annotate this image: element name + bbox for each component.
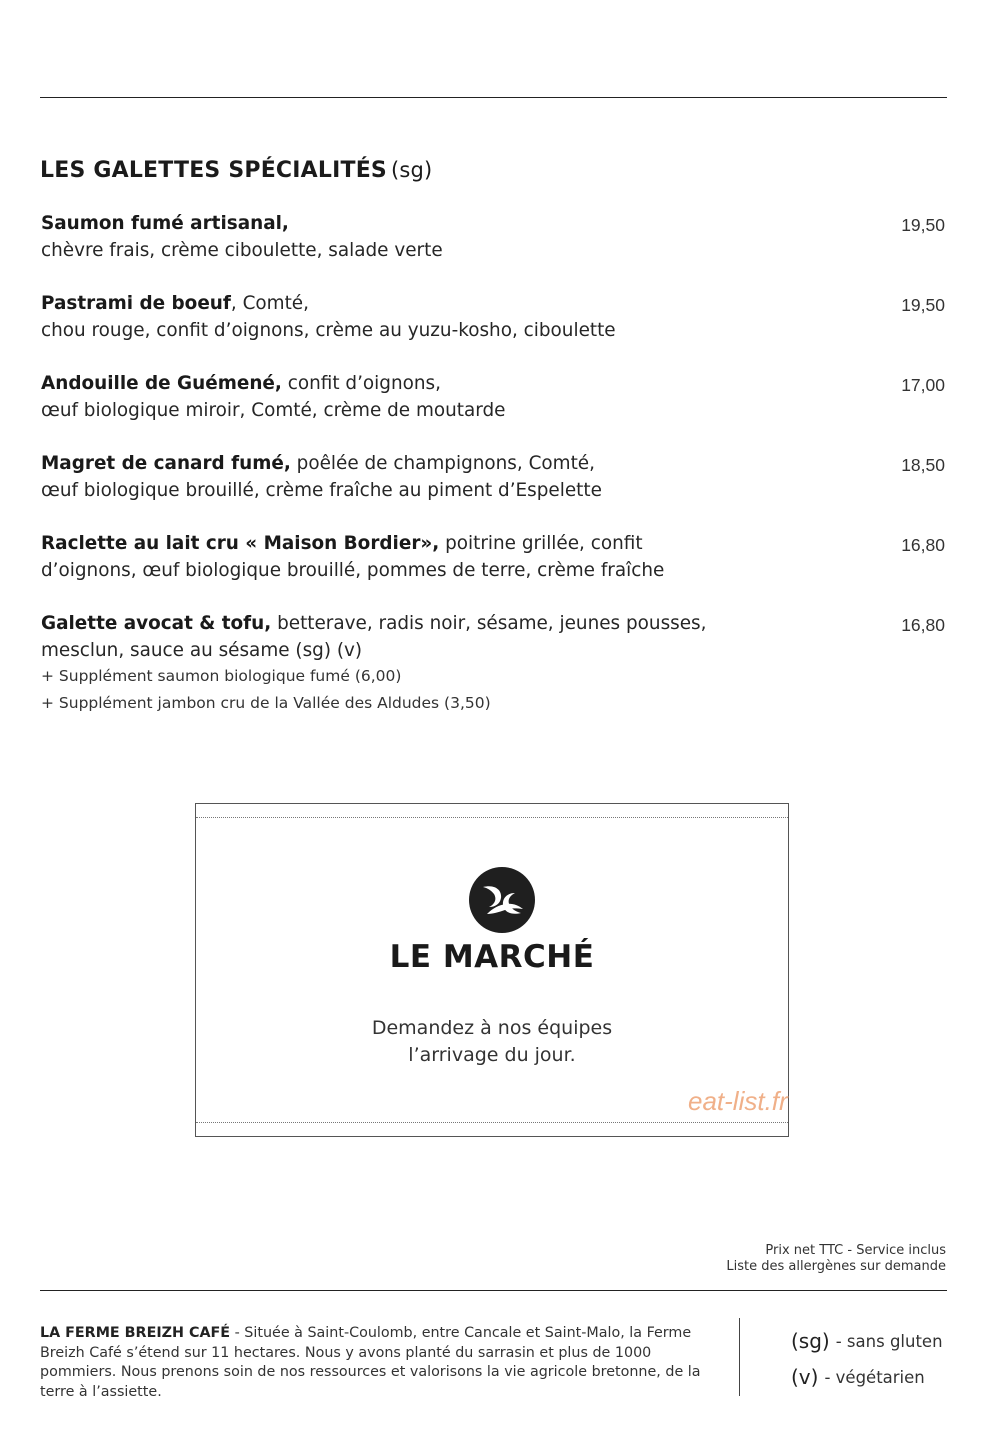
menu-item-line2: chèvre frais, crème ciboulette, salade verte [41, 239, 443, 261]
section-title-text: LES GALETTES SPÉCIALITÉS [40, 158, 387, 183]
menu-item-line2: œuf biologique brouillé, crème fraîche au piment d’Espelette [41, 479, 602, 501]
menu-item-price: 19,50 [901, 295, 945, 315]
menu-item-price: 16,80 [901, 535, 945, 555]
menu-item-name: Pastrami de boeuf [41, 293, 231, 314]
legend-label: - sans gluten [835, 1331, 943, 1351]
menu-item [41, 451, 945, 504]
supplement-item: + Supplément jambon cru de la Vallée des Aldudes (3,50) [41, 694, 491, 712]
about-text [40, 1324, 720, 1402]
legend-divider [739, 1318, 740, 1396]
menu-item [41, 211, 945, 264]
supplement-item: + Supplément saumon biologique fumé (6,00) [41, 667, 402, 685]
watermark: eat-list.fr [688, 1086, 788, 1116]
swallow-logo-icon [469, 867, 535, 933]
le-marche-line2: l’arrivage du jour. [408, 1044, 576, 1066]
legend-code: (sg) [791, 1329, 830, 1353]
le-marche-title: LE MARCHÉ [389, 939, 595, 975]
legend-label: - végétarien [824, 1367, 925, 1387]
menu-item-name: Raclette au lait cru « Maison Bordier», [41, 533, 440, 554]
menu-list [41, 211, 945, 744]
menu-item-price: 19,50 [901, 215, 945, 235]
le-marche-line1: Demandez à nos équipes [371, 1017, 613, 1039]
legend-item-sans-gluten [791, 1323, 943, 1359]
legend-item-vegetarien [791, 1359, 943, 1395]
menu-item [41, 531, 945, 584]
price-note-line2: Liste des allergènes sur demande [726, 1259, 946, 1274]
menu-item-line1: poitrine grillée, confit [439, 533, 643, 554]
footer-divider [40, 1290, 947, 1291]
menu-item-description [41, 611, 801, 664]
price-note-line1: Prix net TTC - Service inclus [765, 1243, 946, 1258]
price-notes [726, 1243, 946, 1275]
menu-item-description [41, 451, 801, 504]
top-divider [40, 97, 947, 98]
menu-item-description [41, 211, 801, 264]
about-body: - Située à Saint-Coulomb, entre Cancale et Saint-Malo, la Ferme Breizh Café s’étend sur 11 hectares. Nous y avons planté du sarrasin et plus de 1000 pommiers. Nous prenons soin de nos ressources et valorisons la vie agricole bretonne, de la terre à l’assiette. [40, 1325, 701, 1400]
menu-item-description [41, 371, 801, 424]
section-title-tag: (sg) [390, 158, 433, 182]
menu-item-name: Saumon fumé artisanal, [41, 213, 289, 234]
menu-item-name: Galette avocat & tofu, [41, 613, 272, 634]
section-title [40, 158, 432, 183]
menu-item-line2: chou rouge, confit d’oignons, crème au yuzu-kosho, ciboulette [41, 319, 616, 341]
legend [791, 1323, 943, 1395]
menu-item-line2: d’oignons, œuf biologique brouillé, pommes de terre, crème fraîche [41, 559, 665, 581]
about-brand: LA FERME BREIZH CAFÉ [40, 1325, 231, 1341]
dotted-divider [196, 817, 788, 818]
menu-item [41, 611, 945, 717]
menu-item-price: 17,00 [901, 375, 945, 395]
menu-item-price: 18,50 [901, 455, 945, 475]
menu-item-name: Magret de canard fumé, [41, 453, 291, 474]
menu-item-line1: poêlée de champignons, Comté, [290, 453, 595, 474]
le-marche-text [196, 1015, 788, 1069]
menu-item-description [41, 291, 801, 344]
menu-item-line2: œuf biologique miroir, Comté, crème de moutarde [41, 399, 506, 421]
menu-item-name: Andouille de Guémené, [41, 373, 282, 394]
menu-item-line1: betterave, radis noir, sésame, jeunes pousses, [271, 613, 707, 634]
menu-item-line2: mesclun, sauce au sésame (sg) (v) [41, 639, 363, 661]
menu-item-price: 16,80 [901, 615, 945, 635]
menu-item-line1: , Comté, [230, 293, 309, 314]
supplement-list [41, 663, 945, 717]
dotted-divider [196, 1122, 788, 1123]
menu-item [41, 291, 945, 344]
menu-item [41, 371, 945, 424]
legend-code: (v) [791, 1365, 819, 1389]
menu-item-line1: confit d’oignons, [281, 373, 441, 394]
menu-item-description [41, 531, 801, 584]
